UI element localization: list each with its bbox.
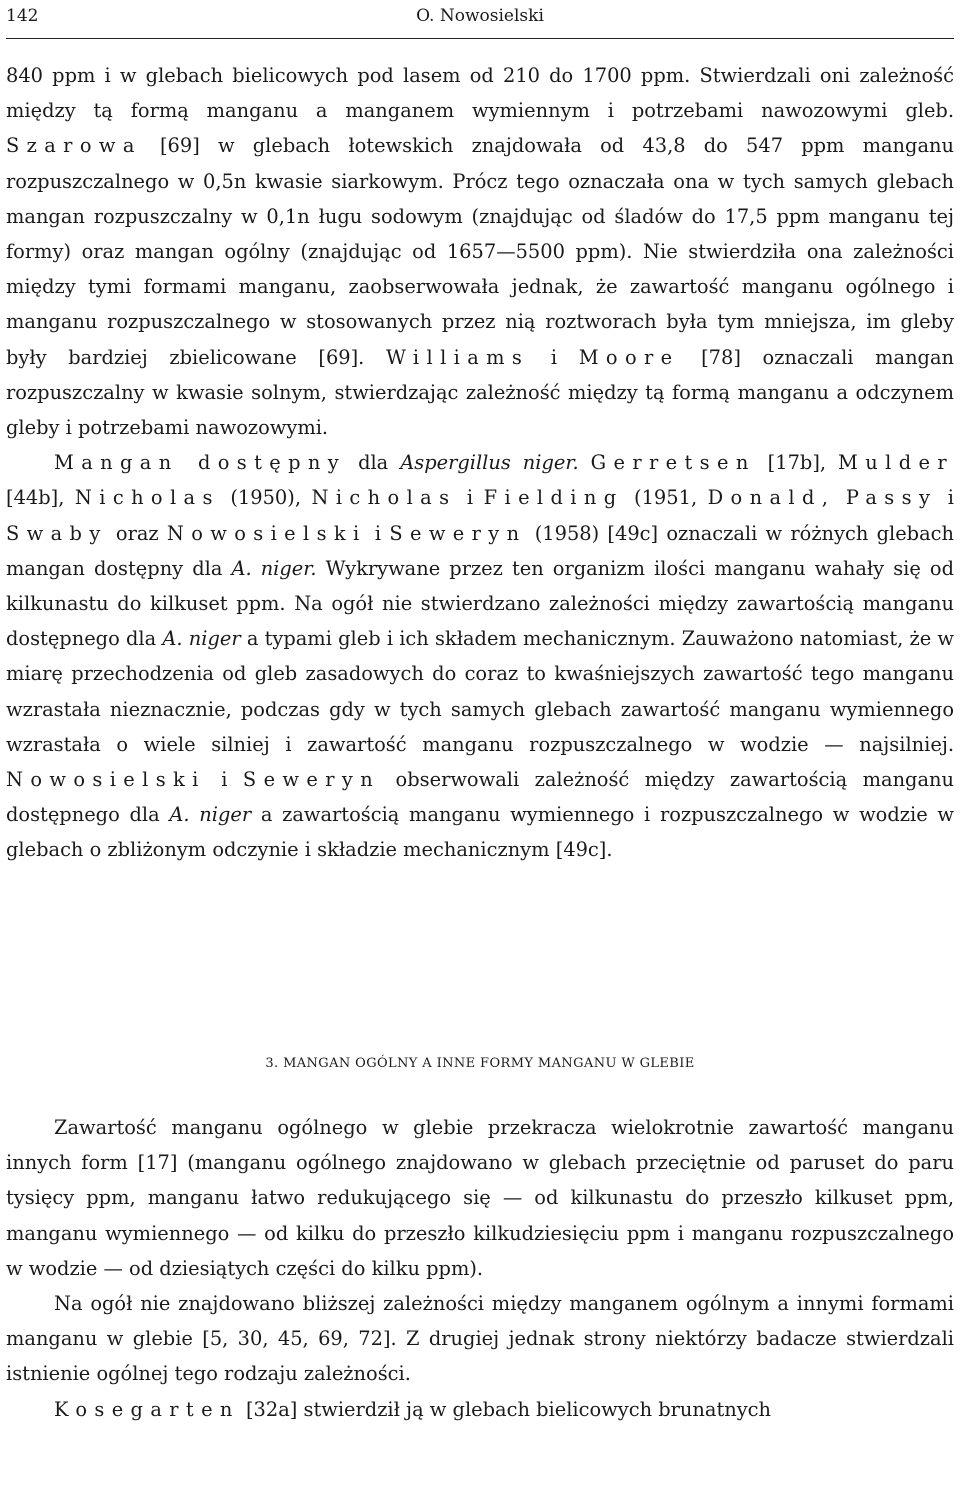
text-run: [44b], bbox=[6, 486, 75, 510]
text-run: (1950), bbox=[219, 486, 312, 510]
author-name: Seweryn bbox=[242, 768, 381, 792]
species-name: A. niger bbox=[162, 627, 241, 651]
paragraph bbox=[6, 1110, 954, 1286]
species-name: A. niger. bbox=[231, 556, 317, 580]
text-run: Na ogół nie znajdowano bliższej zależności między manganem ogólnym a innymi formami manganu w glebie [5, 30, 45, 69, 72]. Z drugiej jednak strony niektórzy badacze stwierdzali istnienie ogólnej tego rodzaju zależności. bbox=[6, 1292, 954, 1386]
author-name: Donald, bbox=[707, 486, 836, 510]
text-run: i bbox=[456, 486, 484, 510]
author-name: Nowosielski bbox=[6, 768, 206, 792]
author-name: Nicholas bbox=[311, 486, 457, 510]
text-run bbox=[579, 451, 591, 474]
page-header bbox=[6, 6, 954, 34]
author-name: Nowosielski bbox=[166, 521, 367, 545]
text-run bbox=[835, 486, 846, 509]
text-run: i bbox=[937, 486, 955, 510]
author-name: Gerretsen bbox=[590, 451, 756, 475]
paragraph bbox=[6, 1286, 954, 1392]
author-name: Passy bbox=[845, 486, 938, 510]
author-name: Williams bbox=[385, 345, 530, 369]
running-title: O. Nowosielski bbox=[416, 6, 544, 26]
author-name: Fielding bbox=[483, 486, 624, 510]
text-run: Zawartość manganu ogólnego w glebie przekracza wielokrotnie zawartość manganu innych form [17] (manganu ogólnego znajdowano w glebach przeciętnie od paruset do paru tysięcy ppm, manganu łatwo redukującego się — od kilkunastu do przeszło kilkuset ppm, manganu wymiennego — od kilku do przeszło kilkudziesięciu ppm i manganu rozpuszczalnego w wodzie — od dziesiątych części do kilku ppm). bbox=[6, 1116, 954, 1280]
author-name: Mangan dostępny bbox=[54, 451, 347, 475]
paragraph bbox=[6, 58, 954, 445]
author-name: Swaby bbox=[6, 521, 108, 545]
text-run: i bbox=[529, 345, 579, 369]
text-run: dla bbox=[346, 451, 401, 475]
text-run: [78] oznaczali mangan rozpuszczalny w kwasie solnym, stwierdzając zależność między tą formą manganu a odczynem gleby i potrzebami nawozowymi. bbox=[6, 345, 955, 440]
species-name: A. niger bbox=[169, 803, 252, 827]
text-run: (1958) [49c] oznaczali w różnych glebach mangan dostępny dla bbox=[6, 521, 954, 580]
text-run: [17b], bbox=[755, 451, 839, 475]
author-name: Seweryn bbox=[389, 521, 527, 545]
author-name: Nicholas bbox=[74, 486, 220, 510]
text-run: 840 ppm i w glebach bielicowych pod lasem od 210 do 1700 ppm. Stwierdzali oni zależność między tą formą manganu a manganem wymiennym i potrzebami nawozowymi gleb. bbox=[6, 64, 954, 123]
text-run: i bbox=[366, 521, 390, 545]
text-block-1 bbox=[6, 58, 954, 868]
text-run: i bbox=[205, 768, 243, 792]
text-run: a typami gleb i ich składem mechanicznym. Zauważono natomiast, że w miarę przechodzenia od gleb zasadowych do coraz to kwaśniejszych zawartość tego manganu wzrastała nieznacznie, podczas gdy w tych samych glebach zawartość manganu wymiennego wzrastała o wiele silniej i zawartość manganu rozpuszczalnego w wodzie — najsilniej. bbox=[6, 627, 954, 756]
page-number: 142 bbox=[6, 6, 39, 26]
text-run: obserwowali zależność między zawartością manganu dostępnego dla bbox=[6, 768, 955, 827]
section-heading: 3. MANGAN OGÓLNY A INNE FORMY MANGANU W GLEBIE bbox=[265, 1056, 695, 1071]
author-name: Kosegarten bbox=[54, 1397, 240, 1421]
text-run: [32a] stwierdził ją w glebach bielicowych brunatnych bbox=[239, 1397, 772, 1421]
header-rule bbox=[6, 38, 954, 39]
text-run: (1951, bbox=[623, 486, 708, 510]
author-name: Moore bbox=[578, 345, 680, 369]
text-run: [69] w glebach łotewskich znajdowała od 43,8 do 547 ppm manganu rozpuszczalnego w 0,5n kwasie siarkowym. Prócz tego oznaczała ona w tych samych glebach mangan rozpuszczalny w 0,1n ługu sodowym (znajdując od śladów do 17,5 ppm manganu tej formy) oraz mangan ogólny (znajdując od 1657—5500 ppm). Nie stwierdziła ona zależności między tymi formami manganu, zaobserwowała jednak, że zawartość manganu ogólnego i manganu rozpuszczalnego w stosowanych przez nią roztworach była tym mniejsza, im gleby były bardziej zbielicowane [69]. bbox=[6, 134, 954, 369]
text-run: oraz bbox=[107, 521, 167, 545]
paragraph bbox=[6, 1392, 954, 1427]
text-block-2 bbox=[6, 1110, 954, 1427]
text-run: a zawartością manganu wymiennego i rozpuszczalnego w wodzie w glebach o zbliżonym odczynie i składzie mechanicznym [49c]. bbox=[6, 803, 954, 862]
paragraph bbox=[6, 445, 954, 867]
page bbox=[6, 0, 955, 1421]
species-name: Aspergillus niger. bbox=[400, 451, 579, 475]
author-name: Szarowa bbox=[6, 134, 142, 158]
author-name: Mulder bbox=[838, 451, 954, 475]
text-run: Wykrywane przez ten organizm ilości manganu wahały się od kilkunastu do kilkuset ppm. Na ogół nie stwierdzano zależności między zawartością manganu dostępnego dla bbox=[6, 556, 954, 651]
